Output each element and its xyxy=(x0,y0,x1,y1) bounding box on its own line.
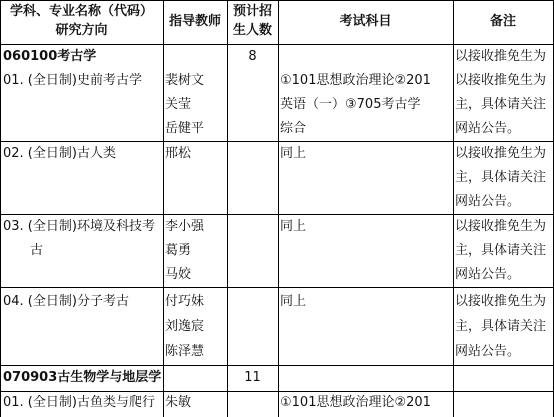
section-quota: 11 xyxy=(244,370,261,385)
advisor-name: 付巧妹 xyxy=(165,294,205,309)
exam-subjects: ①101思想政治理论②201 xyxy=(280,395,431,410)
direction-name: 01. (全日制)史前考古学 xyxy=(3,73,142,88)
note-text: 网站公告。 xyxy=(455,194,521,209)
note-text: 以接收推免生为 xyxy=(455,294,547,309)
section-title: 070903古生物学与地层学 xyxy=(3,370,162,385)
note-text: 网站公告。 xyxy=(455,344,521,359)
direction-name: 03. (全日制)环境及科技考 xyxy=(3,219,155,234)
section-title: 060100考古学 xyxy=(3,49,97,64)
note-text: 以接收推免生为 xyxy=(455,146,547,161)
advisor-name: 关莹 xyxy=(165,97,192,112)
note-text: 主，具体请关注 xyxy=(455,97,547,112)
exam-subjects: 同上 xyxy=(280,146,307,161)
note-text: 主，具体请关注 xyxy=(455,170,547,185)
table-border-left xyxy=(0,0,1,417)
column-divider xyxy=(163,0,164,417)
advisor-name: 裴树文 xyxy=(165,73,205,88)
note-text: 以接收推免生为 xyxy=(455,73,547,88)
note-text: 网站公告。 xyxy=(455,121,521,136)
advisor-name: 马姣 xyxy=(165,267,192,282)
advisor-name: 刘逸宸 xyxy=(165,319,205,334)
column-divider xyxy=(278,0,279,417)
note-text: 主，具体请关注 xyxy=(455,319,547,334)
advisor-name: 岳健平 xyxy=(165,121,205,136)
header-research-direction: 研究方向 xyxy=(55,23,108,38)
note-text: 网站公告。 xyxy=(455,267,521,282)
exam-subjects: 英语（一）③705考古学 xyxy=(280,97,421,112)
exam-subjects: 同上 xyxy=(280,219,307,234)
direction-name-continued: 古 xyxy=(30,243,44,258)
header-exam-subjects: 考试科目 xyxy=(339,14,392,29)
direction-name: 02. (全日制)古人类 xyxy=(3,146,116,161)
note-text: 主，具体请关注 xyxy=(455,243,547,258)
note-text: 以接收推免生为 xyxy=(455,49,547,64)
header-quota xyxy=(227,2,278,40)
header-quota-line2: 生人数 xyxy=(232,23,272,38)
header-program-name: 学科、专业名称（代码） xyxy=(9,4,153,19)
note-text: 以接收推免生为 xyxy=(455,219,547,234)
exam-subjects: 同上 xyxy=(280,294,307,309)
section-quota: 8 xyxy=(248,49,257,64)
direction-name: 04. (全日制)分子考古 xyxy=(3,294,129,309)
header-quota-line1: 预计招 xyxy=(232,4,272,19)
advisor-name: 葛勇 xyxy=(165,243,192,258)
row-divider xyxy=(0,287,554,288)
header-advisor: 指导教师 xyxy=(168,14,221,29)
table-border-top xyxy=(0,0,554,1)
direction-name: 01. (全日制)古鱼类与爬行 xyxy=(3,395,155,410)
exam-subjects: 综合 xyxy=(280,121,307,136)
advisor-name: 陈泽慧 xyxy=(165,344,205,359)
header-notes: 备注 xyxy=(489,14,516,29)
advisor-name: 朱敏 xyxy=(165,395,192,410)
exam-subjects: ①101思想政治理论②201 xyxy=(280,73,431,88)
advisor-name: 邢松 xyxy=(165,146,192,161)
column-divider xyxy=(453,0,454,417)
advisor-name: 李小强 xyxy=(165,219,205,234)
header-program xyxy=(0,2,163,40)
